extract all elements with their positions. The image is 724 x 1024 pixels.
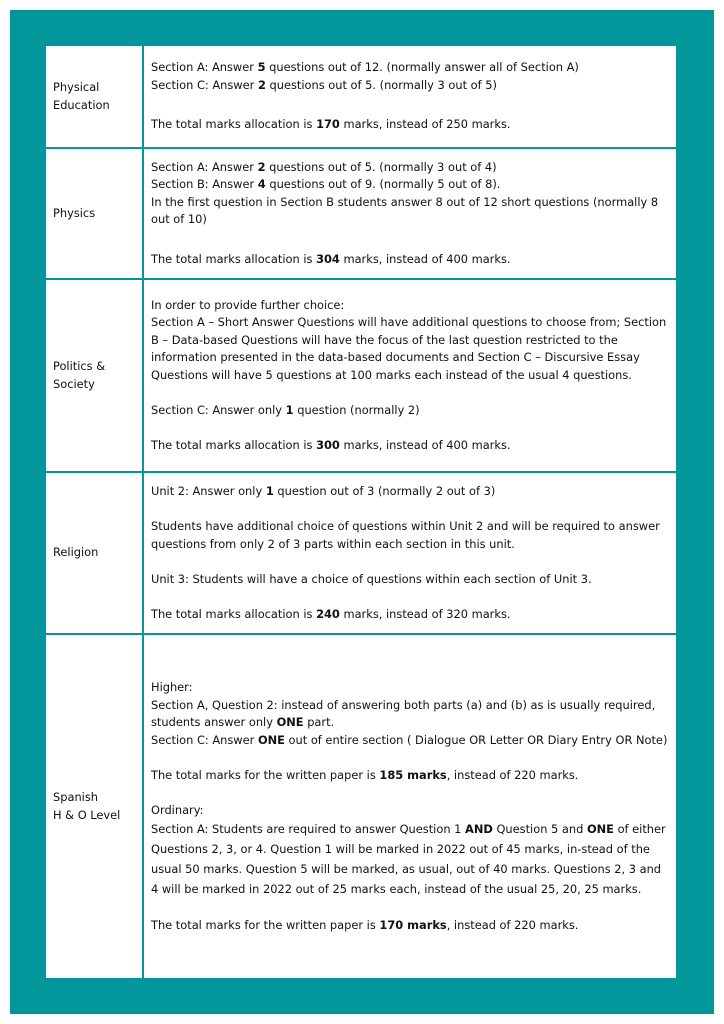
subject-label: H & O Level <box>53 807 121 822</box>
table-row-spanish <box>45 634 677 979</box>
details-cell <box>143 279 677 472</box>
details-cell <box>143 634 677 979</box>
details-cell <box>143 45 677 148</box>
total-marks-line: The total marks for the written paper is 170 marks, instead of 220 marks. <box>151 917 579 932</box>
table-row-religion <box>45 472 677 634</box>
subject-label: Physics <box>53 205 96 220</box>
subject-cell <box>45 45 143 148</box>
detail-line: In order to provide further choice: <box>151 297 345 312</box>
subject-label: Spanish <box>53 790 98 804</box>
subject-label: Society <box>53 376 95 391</box>
total-marks-line: The total marks allocation is 300 marks, instead of 400 marks. <box>151 437 511 452</box>
details-cell <box>143 472 677 634</box>
detail-line: Section A, Question 2: instead of answering both parts (a) and (b) as is usually required, students answer only ONE part. <box>151 697 656 729</box>
detail-line: Unit 2: Answer only 1 question out of 3 (normally 2 out of 3) <box>151 484 496 498</box>
higher-heading: Higher: <box>151 680 193 694</box>
ordinary-heading: Ordinary: <box>151 802 204 817</box>
total-marks-line: The total marks for the written paper is 185 marks, instead of 220 marks. <box>151 767 579 782</box>
detail-line: Students have additional choice of questions within Unit 2 and will be required to answer questions from only 2 of 3 parts within each section in this unit. <box>151 519 660 551</box>
detail-line: Section A: Students are required to answer Question 1 AND Question 5 and ONE of either Questions 2, 3, or 4. Question 1 will be marked in 2022 out of 45 marks, in-stead of the usual 50 marks. Question 5 will be marked, as usual, out of 40 marks. Questions 2, 3 and 4 will be marked in 2022 out of 25 marks each, instead of the usual 25, 20, 25 marks. <box>151 822 666 896</box>
detail-line: In the first question in Section B students answer 8 out of 12 short questions (normally 8 out of 10) <box>151 194 659 227</box>
detail-line: Section B: Answer 4 questions out of 9. (normally 5 out of 8). <box>151 177 501 192</box>
total-marks-line: The total marks allocation is 240 marks, instead of 320 marks. <box>151 606 511 621</box>
document-page <box>44 44 678 978</box>
detail-line: Section C: Answer 2 questions out of 5. (normally 3 out of 5) <box>151 77 497 92</box>
subject-cell <box>45 472 143 634</box>
total-marks-line: The total marks allocation is 304 marks, instead of 400 marks. <box>151 251 511 266</box>
subject-label: Politics & <box>53 359 106 373</box>
details-cell <box>143 148 677 279</box>
table-row-politics-society <box>45 279 677 472</box>
detail-line: Section A: Answer 2 questions out of 5. (normally 3 out of 4) <box>151 159 497 174</box>
table-row-physics <box>45 148 677 279</box>
marks-changes-table <box>44 44 678 980</box>
detail-line: Section A: Answer 5 questions out of 12. (normally answer all of Section A) <box>151 60 579 75</box>
detail-line: Unit 3: Students will have a choice of questions within each section of Unit 3. <box>151 571 592 586</box>
table-row-physical-education <box>45 45 677 148</box>
detail-line: Section C: Answer only 1 question (normally 2) <box>151 402 420 417</box>
subject-cell <box>45 148 143 279</box>
detail-line: Section C: Answer ONE out of entire section ( Dialogue OR Letter OR Diary Entry OR Note) <box>151 732 668 747</box>
subject-label: Physical <box>53 80 100 94</box>
subject-label: Education <box>53 97 110 112</box>
total-marks-line: The total marks allocation is 170 marks, instead of 250 marks. <box>151 117 511 132</box>
detail-line: Section A – Short Answer Questions will have additional questions to choose from; Section B – Data-based Questions will have the focus of the last question restricted to the information presented in the data-based documents and Section C – Discursive Essay Questions will have 5 questions at 100 marks each instead of the usual 4 questions. <box>151 315 667 382</box>
subject-label: Religion <box>53 545 99 560</box>
subject-cell <box>45 634 143 979</box>
subject-cell <box>45 279 143 472</box>
